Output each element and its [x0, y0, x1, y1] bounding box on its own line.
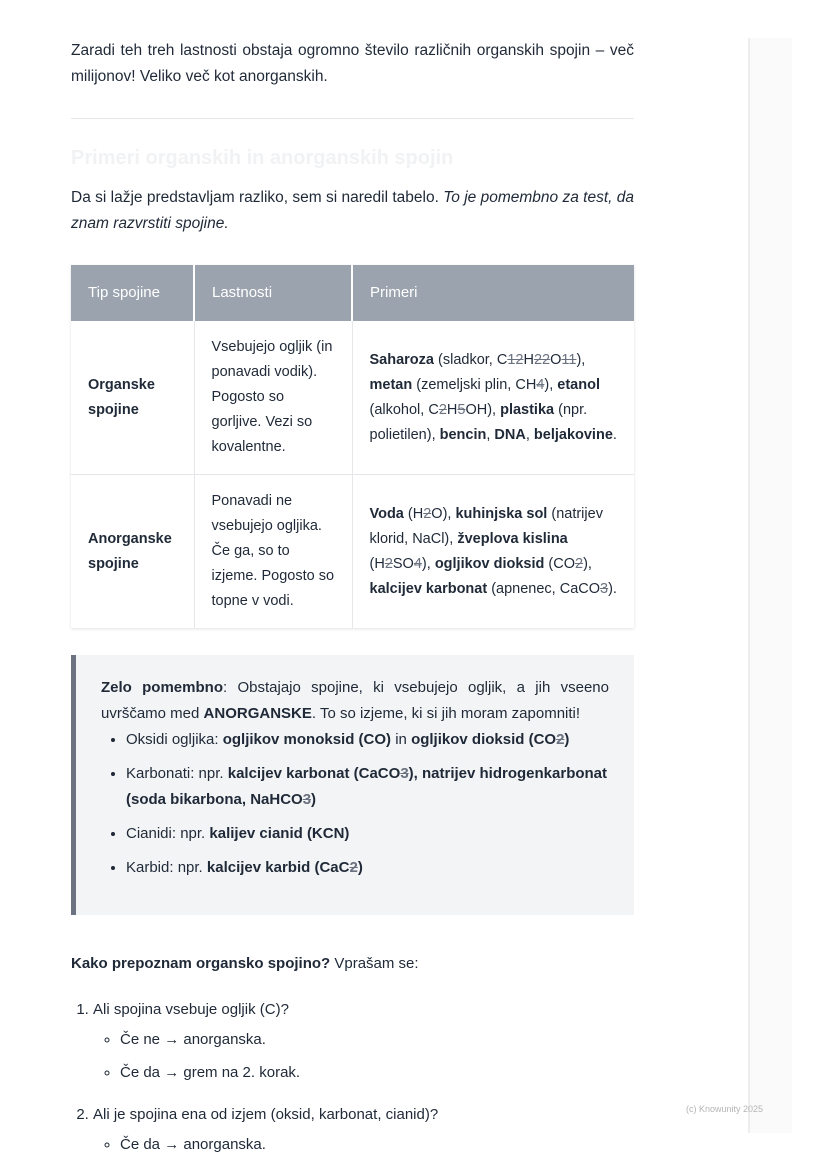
cell-examples: Saharoza (sladkor, C12H22O11), metan (zemeljski plin, CH4), etanol (alkohol, C2H5OH), plastika (npr. polietilen), bencin, DNA, beljakovine. [369, 351, 617, 443]
list-item: • Oksidi ogljika: ogljikov monoksid (CO) in ogljikov dioksid (CO2) [126, 727, 609, 753]
divider [71, 118, 634, 119]
table-intro-text: Da si lažje predstavljam razliko, sem si naredil tabelo. [71, 189, 444, 206]
header-type: Tip spojine [71, 265, 194, 321]
step-item [93, 1102, 634, 1158]
cell-properties: Vsebujejo ogljik (in ponavadi vodik). Pogosto so gorljive. Vezi so kovalentne. [194, 321, 352, 475]
list-item: • Karbonati: npr. kalcijev karbonat (CaCO3), natrijev hidrogenkarbonat (soda bikarbona, NaHCO3) [126, 761, 609, 813]
list-item: • Karbid: npr. kalcijev karbid (CaC2) [126, 855, 609, 881]
callout-title: Zelo pomembno [101, 679, 223, 696]
table-header-row [71, 265, 634, 321]
page-sidebar [748, 38, 792, 1133]
intro-paragraph: Zaradi teh treh lastnosti obstaja ogromno število različnih organskih spojin – več milijonov! Veliko več kot anorganskih. [71, 42, 634, 85]
document-body [71, 38, 634, 1174]
step-item [93, 997, 634, 1086]
question-text: Vprašam se: [330, 955, 419, 972]
list-item: ◦ Če ne → anorganska. [120, 1027, 634, 1053]
question-strong: Kako prepoznam organsko spojino? [71, 955, 331, 972]
callout-text-2: . To so izjeme, ki si jih moram zapomniti! [311, 705, 581, 722]
steps-list [71, 997, 634, 1158]
table-intro [71, 185, 634, 237]
step-sublist [93, 1027, 634, 1086]
list-item: ◦ Če da → anorganska. [120, 1132, 634, 1158]
list-item: ◦ Če da → grem na 2. korak. [120, 1060, 634, 1086]
question [71, 951, 634, 977]
important-callout [71, 655, 634, 915]
cell-properties: Ponavadi ne vsebujejo ogljika. Če ga, so to izjeme. Pogosto so topne v vodi. [194, 475, 352, 629]
cell-examples: Voda (H2O), kuhinjska sol (natrijev klorid, NaCl), žveplova kislina (H2SO4), ogljikov dioksid (CO2), kalcijev karbonat (apnenec, CaCO3). [352, 475, 634, 629]
cell-type: Anorganske spojine [71, 475, 194, 629]
cell-type: Organske spojine [71, 321, 194, 475]
section-heading: Primeri organskih in anorganskih spojin [71, 147, 454, 169]
watermark: (c) Knowunity 2025 [686, 1104, 764, 1114]
header-examples: Primeri [352, 265, 634, 321]
exceptions-list [101, 727, 609, 881]
callout-strong: ANORGANSKE [203, 705, 312, 722]
callout-text-1: : Obstajajo spojine, ki vsebujejo ogljik, a jih vseeno uvrščamo med [101, 679, 609, 722]
callout-text [101, 675, 609, 727]
step-text: Ali je spojina ena od izjem (oksid, karbonat, cianid)? [93, 1106, 439, 1123]
list-item: • Cianidi: npr. kalijev cianid (KCN) [126, 821, 609, 847]
step-text: Ali spojina vsebuje ogljik (C)? [93, 1001, 289, 1018]
table-row [71, 321, 634, 475]
compounds-table [71, 265, 634, 628]
table-row [71, 475, 634, 629]
table-intro-emphasis: To je pomembno za test, da znam razvrstiti spojine. [71, 189, 634, 232]
header-properties: Lastnosti [194, 265, 352, 321]
step-sublist [93, 1132, 634, 1158]
